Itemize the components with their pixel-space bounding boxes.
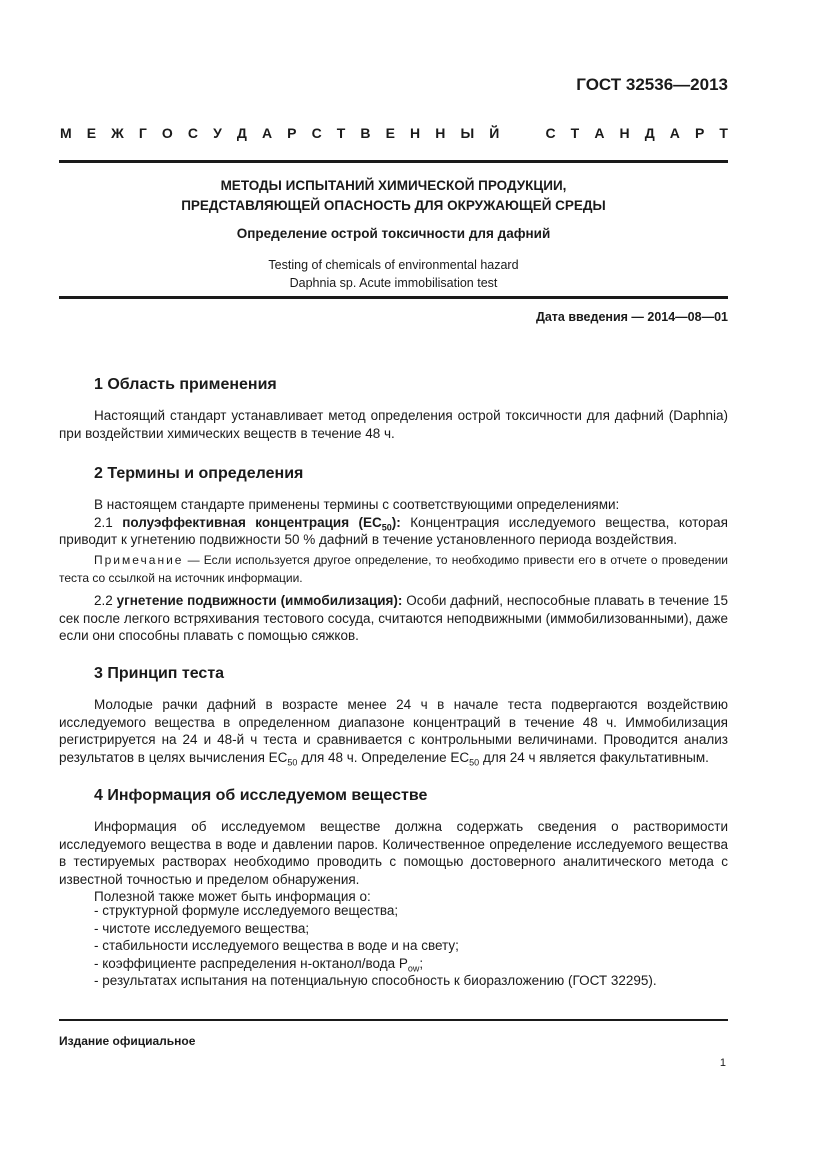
banner-letter <box>514 125 530 141</box>
banner-letter: С <box>187 125 199 141</box>
banner-letter: У <box>213 125 222 141</box>
section-3-body <box>59 696 728 766</box>
banner-letter: Т <box>719 125 728 141</box>
page-number: 1 <box>719 1057 726 1069</box>
banner-letter: В <box>360 125 371 141</box>
interstate-standard-banner <box>60 125 728 141</box>
footer-rule <box>59 1019 728 1021</box>
list-item: - структурной формуле исследуемого вещества; <box>94 903 399 918</box>
banner-letter: А <box>594 125 605 141</box>
banner-letter: Т <box>336 125 346 141</box>
info-list <box>94 902 728 990</box>
document-subtitle: Определение острой токсичности для дафний <box>236 226 551 241</box>
section-4-body <box>59 818 728 906</box>
section-3-heading: 3 Принцип теста <box>94 665 225 682</box>
term-2-2-block <box>59 592 728 645</box>
banner-letter: Ы <box>460 125 475 141</box>
note-text: — Если используется другое определение, то необходимо привести его в отчете о проведении теста со ссылкой на источник информации. <box>59 553 728 585</box>
title-line-2: ПРЕДСТАВЛЯЮЩЕЙ ОПАСНОСТЬ ДЛЯ ОКРУЖАЮЩЕЙ СРЕДЫ <box>181 198 606 213</box>
banner-letter: Н <box>410 125 421 141</box>
banner-letter: Г <box>138 125 147 141</box>
term-2-2-definition: Особи дафний, неспособные плавать в течение 15 сек после легкого встряхивания тестового сосуда, считаются неподвижными (иммобилизованными), даже если они способны плавать с помощью сяжков. <box>59 593 728 643</box>
section-1-paragraph: Настоящий стандарт устанавливает метод определения острой токсичности для дафний (Daphnia) при воздействии химических веществ в течение 48 ч. <box>59 408 728 441</box>
section-4-useful-info: Полезной также может быть информация о: <box>94 889 371 904</box>
banner-letter: Р <box>287 125 297 141</box>
section-1-body <box>59 407 728 442</box>
english-title-line-2: Daphnia sp. Acute immobilisation test <box>289 276 498 290</box>
list-item: - коэффициенте распределения н-октанол/вода $P_{ow}$; <box>94 955 424 974</box>
note-label: Примечание <box>94 553 184 567</box>
title-line-1: МЕТОДЫ ИСПЫТАНИЙ ХИМИЧЕСКОЙ ПРОДУКЦИИ, <box>220 178 567 193</box>
list-item: - чистоте исследуемого вещества; <box>94 920 310 936</box>
banner-letter: Д <box>236 125 247 141</box>
section-1-heading: 1 Область применения <box>94 376 277 393</box>
section-2-intro: В настоящем стандарте применены термины с соответствующими определениями: <box>94 497 620 512</box>
banner-letter: Н <box>619 125 630 141</box>
term-2-1 <box>59 514 728 549</box>
banner-letter: А <box>669 125 680 141</box>
term-2-1-definition: Концентрация исследуемого вещества, которая приводит к угнетению подвижности 50 % дафний в течение установленного периода воздействия. <box>59 514 728 547</box>
section-2-body <box>59 496 728 549</box>
banner-letter: Т <box>570 125 580 141</box>
term-2-2-name: угнетение подвижности (иммобилизация): <box>116 593 403 608</box>
term-2-1-number: 2.1 <box>94 514 123 530</box>
banner-letter: Е <box>385 125 395 141</box>
banner-letter: Р <box>694 125 705 141</box>
header-rule <box>59 160 728 163</box>
section-2-heading: 2 Термины и определения <box>94 465 304 482</box>
official-edition-label: Издание официальное <box>59 1034 196 1048</box>
section-4-paragraph: Информация об исследуемом веществе должна содержать сведения о растворимости исследуемого вещества в воде и давлении паров. Количественное определение исследуемого вещества в тестируемых растворах необходимо проводить с помощью достоверного аналитического метода с известной точностью и пределом обнаружения. <box>59 819 728 887</box>
banner-letter: А <box>261 125 273 141</box>
banner-letter: М <box>60 125 72 141</box>
term-2-1-name: полуэффективная концентрация $(EC_{50})$: <box>122 514 401 533</box>
list-item: - результатах испытания на потенциальную способность к биоразложению (ГОСТ 32295). <box>94 973 657 988</box>
banner-letter: Д <box>644 125 655 141</box>
term-2-2-number: 2.2 <box>94 593 117 608</box>
list-item: - стабильности исследуемого вещества в воде и на свету; <box>94 938 459 953</box>
banner-letter: Ж <box>111 125 124 141</box>
banner-letter: О <box>161 125 173 141</box>
term-2-2 <box>59 592 728 645</box>
english-title <box>59 256 728 292</box>
document-title <box>59 176 728 216</box>
banner-letter: Е <box>86 125 97 141</box>
banner-letter: Й <box>489 125 500 141</box>
title-rule <box>59 296 728 299</box>
banner-letter: С <box>311 125 322 141</box>
banner-letter: Н <box>435 125 446 141</box>
document-number: ГОСТ 32536—2013 <box>576 75 728 94</box>
section-3-paragraph: Молодые рачки дафний в возрасте менее 24 ч в начале теста подвергаются воздействию исследуемого вещества в определенном диапазоне концентраций в течение 48 ч. Иммобилизация регистрируется на 24 и 48-й ч теста и сравнивается с контрольными величинами. Проводится анализ результатов в целях вычисления $EC_{50}$ для 48 ч. Определение $EC_{50}$ для 24 ч является факультативным. <box>59 697 728 768</box>
note <box>59 552 728 587</box>
introduction-date: Дата введения — 2014—08—01 <box>535 310 728 324</box>
banner-letter: С <box>545 125 556 141</box>
english-title-line-1: Testing of chemicals of environmental hazard <box>268 258 519 272</box>
section-4-heading: 4 Информация об исследуемом веществе <box>94 787 428 804</box>
